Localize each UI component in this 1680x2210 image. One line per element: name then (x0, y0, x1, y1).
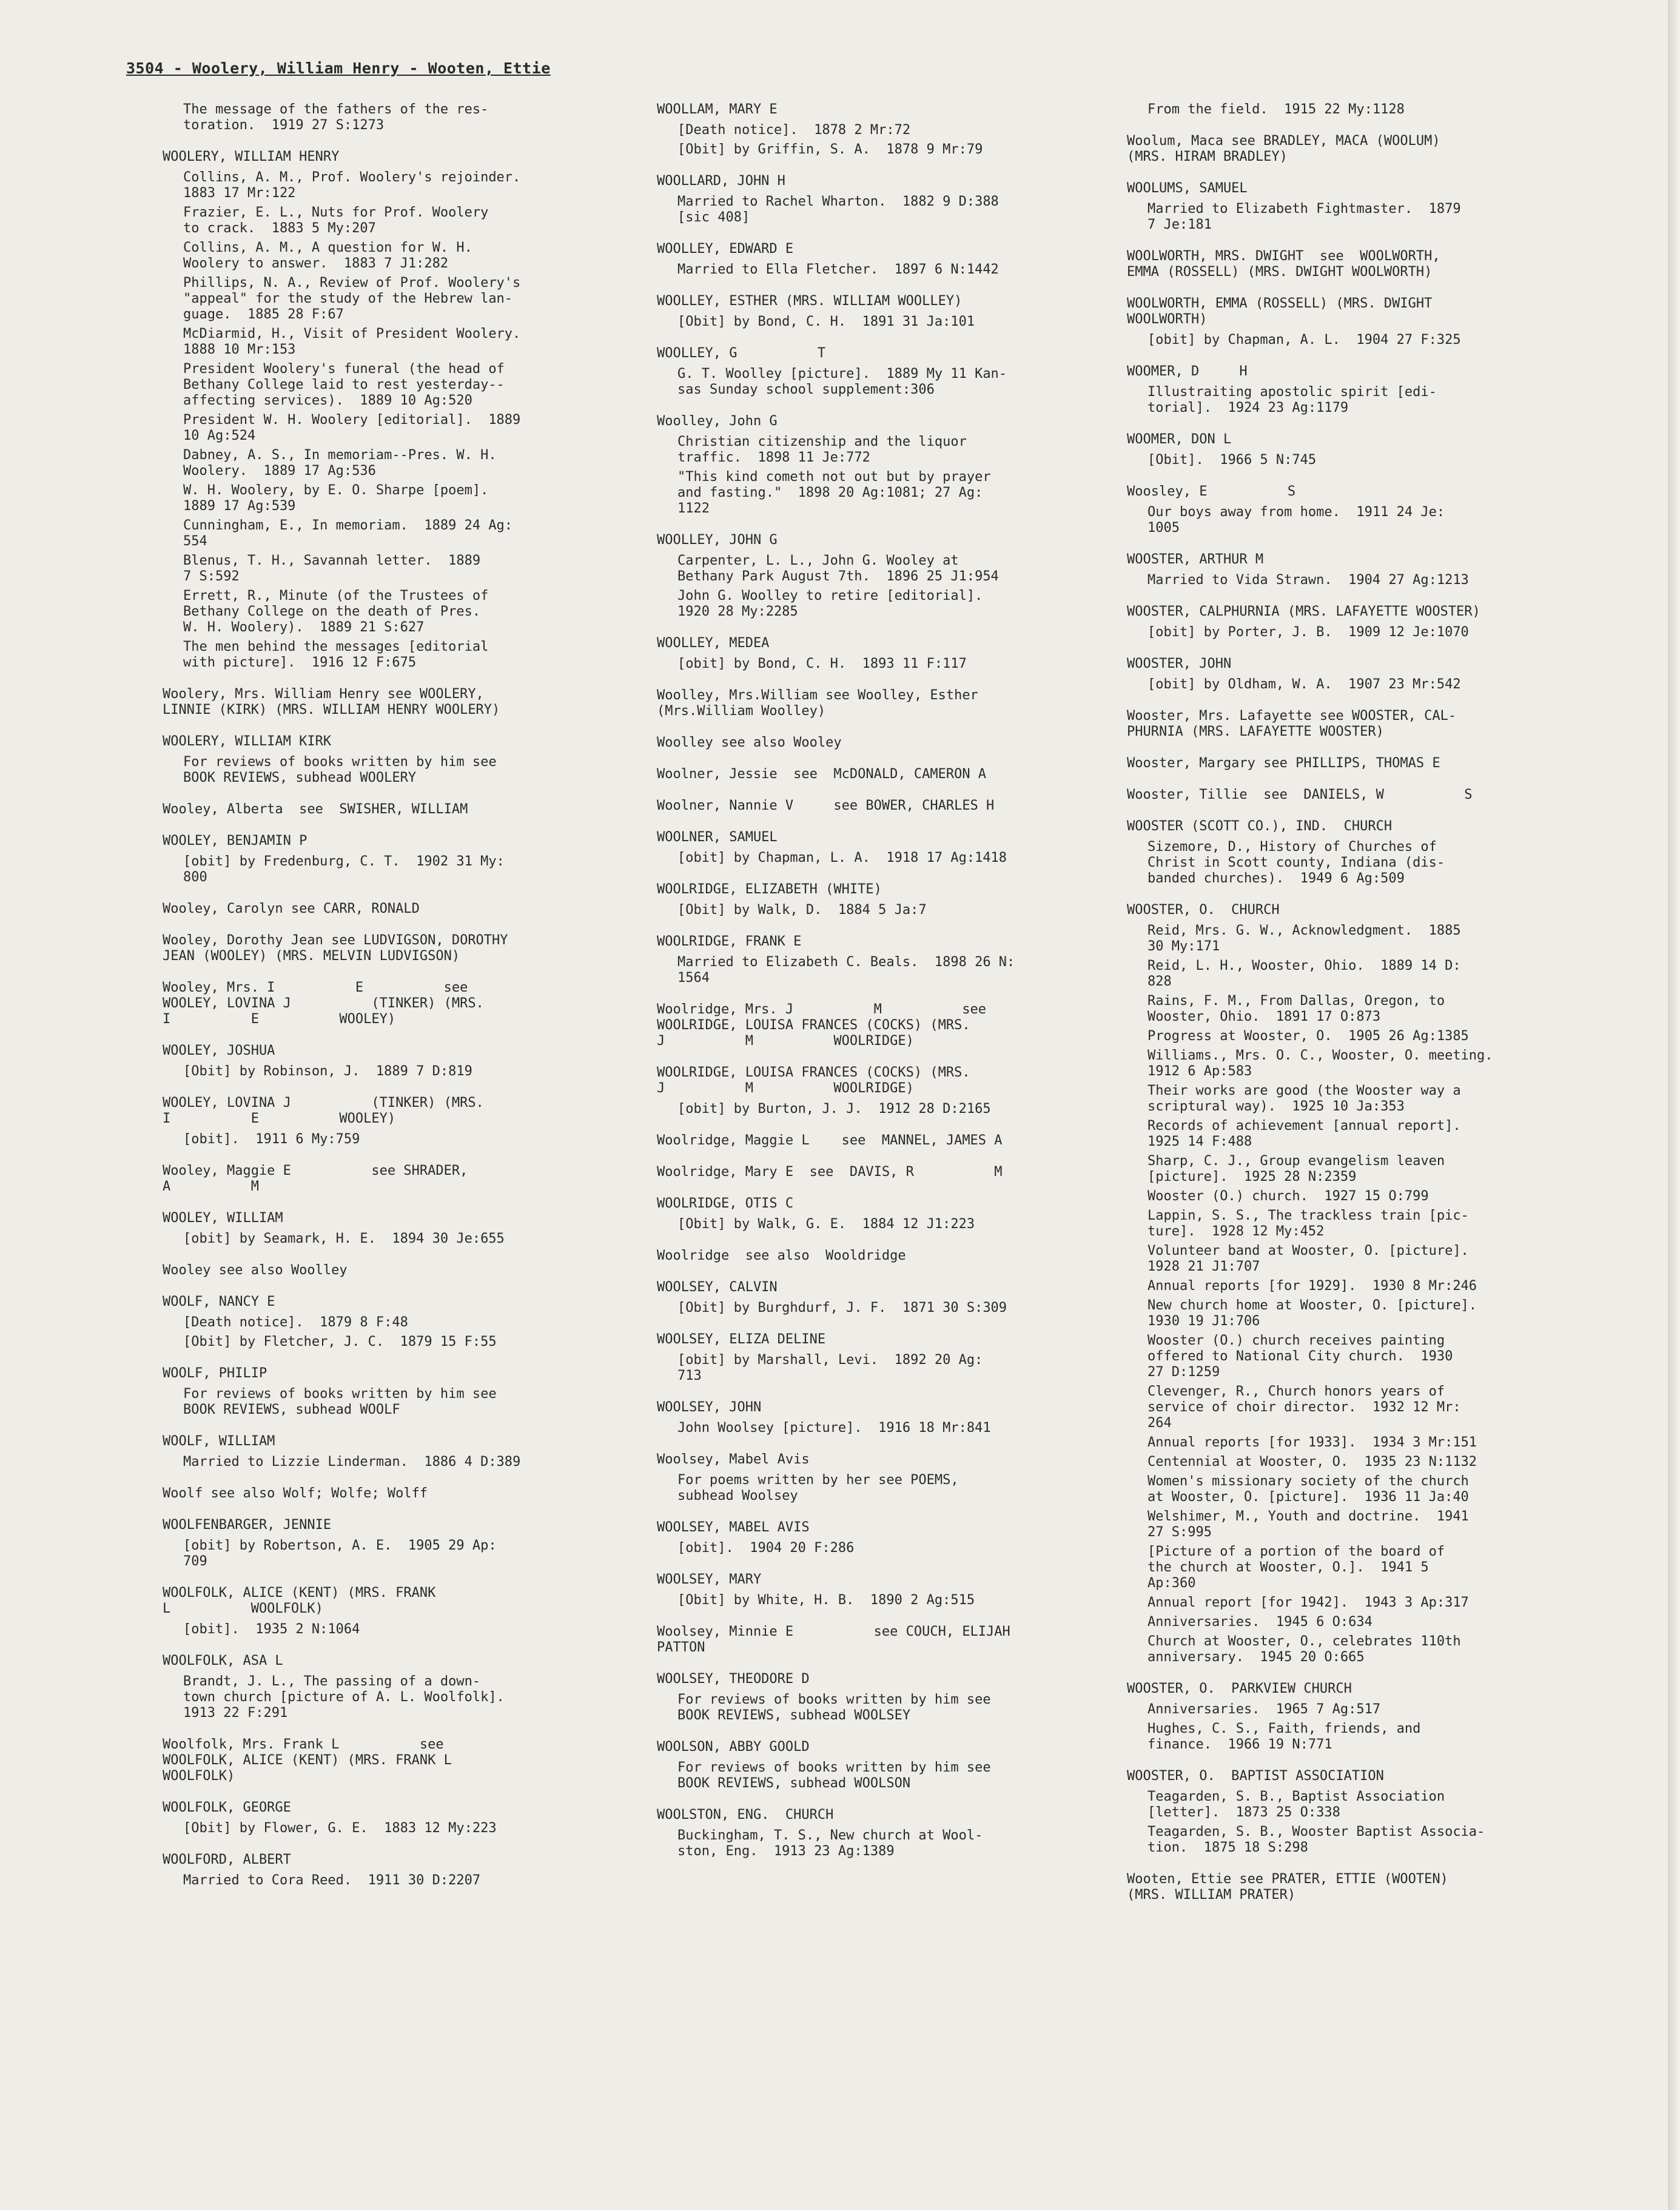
entry-citation: Collins, A. M., Prof. Woolery's rejoinder. 1883 17 Mr:122 (183, 170, 521, 201)
index-entry (657, 1572, 1118, 1608)
entry-heading: WOOLRIDGE, LOUISA FRANCES (COCKS) (MRS. J M WOOLRIDGE) (657, 1065, 970, 1096)
entry-citation: Collins, A. M., A question for W. H. Woolery to answer. 1883 7 J1:282 (183, 240, 472, 271)
entry-heading: WOOLFOLK, GEORGE (163, 1800, 291, 1815)
entry-heading: Woosley, E S (1127, 484, 1296, 499)
entry-citation: Annual report [for 1942]. 1943 3 Ap:317 (1147, 1595, 1469, 1610)
index-entry (163, 833, 623, 885)
index-column-2 (657, 102, 1118, 1875)
index-entry (657, 1520, 1118, 1556)
entry-heading: WOOLWORTH, MRS. DWIGHT see WOOLWORTH, EMMA (ROSSELL) (MRS. DWIGHT WOOLWORTH) (1127, 249, 1440, 280)
index-entry (657, 1807, 1118, 1859)
entry-heading: Woolley see also Wooley (657, 735, 842, 750)
entry-citation: Wooster (O.) church. 1927 15 O:799 (1147, 1189, 1429, 1204)
entry-citation: [Obit] by Walk, G. E. 1884 12 J1:223 (677, 1217, 975, 1232)
entry-heading: Wooley, Mrs. I E see WOOLEY, LOVINA J (TINKER) (MRS. I E WOOLEY) (163, 980, 484, 1027)
entry-heading: WOOSTER, ARTHUR M (1127, 552, 1264, 567)
entry-citation: John Woolsey [picture]. 1916 18 Mr:841 (677, 1420, 991, 1436)
entry-heading: WOOSTER, O. PARKVIEW CHURCH (1127, 1681, 1352, 1696)
index-entry (163, 1434, 623, 1470)
index-entry (1127, 1872, 1588, 1903)
page-edge (1668, 0, 1680, 2210)
index-entry (657, 532, 1118, 620)
entry-citation: For reviews of books written by him see BOOK REVIEWS, subhead WOOLSEY (677, 1692, 991, 1723)
index-entry (163, 1043, 623, 1080)
index-entry (1127, 484, 1588, 536)
index-entry (163, 1800, 623, 1836)
index-entry (163, 1653, 623, 1721)
entry-heading: WOOLEY, WILLIAM (163, 1211, 283, 1226)
entry-heading: Woolridge see also Wooldridge (657, 1248, 906, 1263)
entry-heading: WOOLSON, ABBY GOOLD (657, 1739, 810, 1755)
entry-citation: [obit] by Fredenburg, C. T. 1902 31 My: 800 (183, 854, 505, 885)
index-entry (163, 1517, 623, 1570)
entry-citation: [obit]. 1911 6 My:759 (183, 1132, 360, 1147)
entry-citation: Welshimer, M., Youth and doctrine. 1941 27 S:995 (1147, 1509, 1469, 1540)
entry-citation: President Woolery's funeral (the head of Bethany College laid to rest yesterday-- affecting services). 1889 10 Ag:520 (183, 361, 505, 408)
index-entry (657, 1065, 1118, 1117)
index-entry (163, 1163, 623, 1195)
index-entry (657, 1624, 1118, 1656)
entry-citation: [obit] by Chapman, L. A. 1918 17 Ag:1418 (677, 850, 1007, 865)
entry-citation: Married to Lizzie Linderman. 1886 4 D:389 (183, 1454, 521, 1469)
index-entry (163, 1486, 623, 1502)
index-entry (1127, 1768, 1588, 1856)
entry-citation: [Obit] by Griffin, S. A. 1878 9 Mr:79 (677, 142, 983, 157)
entry-citation: Carpenter, L. L., John G. Wooley at Bethany Park August 7th. 1896 25 J1:954 (677, 553, 999, 584)
entry-citation: Errett, R., Minute (of the Trustees of Bethany College on the death of Pres. W. H. Woolery). 1889 21 S:627 (183, 588, 489, 635)
entry-heading: WOOSTER (SCOTT CO.), IND. CHURCH (1127, 819, 1393, 834)
index-entry (1127, 432, 1588, 468)
entry-heading: WOOMER, D H (1127, 364, 1248, 379)
index-entry (163, 901, 623, 917)
entry-heading: WOOLEY, BENJAMIN P (163, 833, 307, 848)
index-entry (657, 1164, 1118, 1180)
entry-citation: Married to Rachel Wharton. 1882 9 D:388 [sic 408] (677, 194, 999, 225)
entry-citation: [Obit] by Bond, C. H. 1891 31 Ja:101 (677, 314, 975, 329)
entry-citation: Their works are good (the Wooster way a scriptural way). 1925 10 Ja:353 (1147, 1083, 1461, 1114)
entry-citation: Blenus, T. H., Savannah letter. 1889 7 S:592 (183, 553, 481, 584)
entry-heading: Woolfolk, Mrs. Frank L see WOOLFOLK, ALICE (KENT) (MRS. FRANK L WOOLFOLK) (163, 1737, 452, 1784)
entry-heading: Woolner, Nannie V see BOWER, CHARLES H (657, 798, 995, 813)
index-entry (163, 1585, 623, 1637)
entry-citation: Volunteer band at Wooster, O. [picture]. 1928 21 J1:707 (1147, 1243, 1469, 1274)
index-entry (1127, 708, 1588, 740)
entry-citation: [Obit]. 1966 5 N:745 (1147, 452, 1317, 468)
entry-heading: WOOLERY, WILLIAM KIRK (163, 734, 332, 749)
entry-heading: Wooster, Margary see PHILLIPS, THOMAS E (1127, 756, 1440, 771)
entry-citation: Lappin, S. S., The trackless train [pic- ture]. 1928 12 My:452 (1147, 1208, 1469, 1239)
index-entry (163, 933, 623, 964)
entry-citation: [obit] by Chapman, A. L. 1904 27 F:325 (1147, 332, 1461, 348)
index-entry (1127, 656, 1588, 693)
entry-heading: WOOLLAM, MARY E (657, 102, 778, 117)
index-entry (163, 802, 623, 818)
index-entry (657, 102, 1118, 158)
index-entry (657, 735, 1118, 751)
index-column-3 (1127, 102, 1588, 1919)
entry-citation: [obit] by Porter, J. B. 1909 12 Je:1070 (1147, 625, 1469, 640)
index-entry (657, 173, 1118, 226)
entry-heading: WOOLNER, SAMUEL (657, 830, 778, 845)
entry-citation: [obit] by Burton, J. J. 1912 28 D:2165 (677, 1101, 991, 1117)
entry-heading: WOOLSEY, THEODORE D (657, 1671, 810, 1687)
index-entry (657, 798, 1118, 814)
entry-citation: Williams., Mrs. O. C., Wooster, O. meeting. 1912 6 Ap:583 (1147, 1048, 1493, 1079)
entry-heading: WOOLSTON, ENG. CHURCH (657, 1807, 834, 1822)
entry-citation: [obit]. 1904 20 F:286 (677, 1540, 855, 1556)
entry-heading: Woolridge, Mary E see DAVIS, R M (657, 1164, 1003, 1180)
entry-citation: New church home at Wooster, O. [picture]. 1930 19 J1:706 (1147, 1298, 1477, 1329)
entry-citation: [obit] by Seamark, H. E. 1894 30 Je:655 (183, 1231, 505, 1246)
entry-citation: Brandt, J. L., The passing of a down- town church [picture of A. L. Woolfolk]. 1913 22 F:291 (183, 1674, 505, 1721)
entry-citation: [Picture of a portion of the board of the church at Wooster, O.]. 1941 5 Ap:360 (1147, 1544, 1445, 1591)
index-entry (1127, 756, 1588, 771)
index-entry (1127, 296, 1588, 348)
index-entry (1127, 364, 1588, 416)
entry-citation: [Obit] by Robinson, J. 1889 7 D:819 (183, 1064, 472, 1079)
entry-citation: The men behind the messages [editorial with picture]. 1916 12 F:675 (183, 639, 489, 670)
index-entry (1127, 787, 1588, 803)
entry-heading: Woolley, Mrs.William see Woolley, Esther (Mrs.William Woolley) (657, 688, 978, 719)
index-entry (657, 1400, 1118, 1436)
index-entry (657, 934, 1118, 986)
entry-heading: WOOLWORTH, EMMA (ROSSELL) (MRS. DWIGHT WOOLWORTH) (1127, 296, 1433, 327)
entry-heading: WOOLF, NANCY E (163, 1294, 275, 1309)
index-entry (1127, 902, 1588, 1665)
entry-citation: Annual reports [for 1933]. 1934 3 Mr:151 (1147, 1435, 1477, 1450)
entry-heading: WOOLLARD, JOHN H (657, 173, 785, 189)
entry-citation: [obit] by Robertson, A. E. 1905 29 Ap: 709 (183, 1538, 497, 1569)
entry-citation: For reviews of books written by him see BOOK REVIEWS, subhead WOOLERY (183, 754, 497, 785)
entry-citation: Church at Wooster, O., celebrates 110th anniversary. 1945 20 O:665 (1147, 1634, 1461, 1665)
index-entry (657, 241, 1118, 278)
entry-citation: [obit]. 1935 2 N:1064 (183, 1622, 360, 1637)
entry-citation: John G. Woolley to retire [editorial]. 1920 28 My:2285 (677, 588, 983, 619)
entry-citation: Married to Elizabeth C. Beals. 1898 26 N: 1564 (677, 955, 1015, 986)
entry-heading: Woolley, John G (657, 414, 778, 429)
entry-heading: WOOSTER, O. CHURCH (1127, 902, 1280, 918)
entry-citation: Clevenger, R., Church honors years of service of choir director. 1932 12 Mr: 264 (1147, 1384, 1461, 1431)
index-entry (1127, 249, 1588, 280)
entry-heading: WOOLLEY, G T (657, 346, 826, 361)
entry-citation: [Obit] by White, H. B. 1890 2 Ag:515 (677, 1593, 975, 1608)
index-entry (657, 1196, 1118, 1232)
entry-citation: [Death notice]. 1879 8 F:48 (183, 1315, 408, 1330)
entry-citation: Illustraiting apostolic spirit [edi- torial]. 1924 23 Ag:1179 (1147, 385, 1437, 415)
entry-heading: WOOLFORD, ALBERT (163, 1852, 291, 1867)
entry-citation: Hughes, C. S., Faith, friends, and finance. 1966 19 N:771 (1147, 1721, 1421, 1752)
index-column-1 (163, 102, 623, 1904)
index-entry (657, 882, 1118, 918)
entry-citation: The message of the fathers of the res- toration. 1919 27 S:1273 (183, 102, 489, 133)
entry-heading: WOOLUMS, SAMUEL (1127, 181, 1248, 196)
entry-heading: Wooley, Dorothy Jean see LUDVIGSON, DOROTHY JEAN (WOOLEY) (MRS. MELVIN LUDVIGSON) (163, 933, 508, 964)
index-entry (163, 102, 623, 133)
entry-heading: WOOLEY, JOSHUA (163, 1043, 275, 1058)
index-entry (657, 1002, 1118, 1049)
index-entry (163, 1852, 623, 1889)
entry-heading: Wooley, Maggie E see SHRADER, A M (163, 1163, 468, 1194)
entry-heading: Woolum, Maca see BRADLEY, MACA (WOOLUM) (MRS. HIRAM BRADLEY) (1127, 133, 1440, 164)
entry-heading: WOOLLEY, MEDEA (657, 636, 770, 651)
entry-citation: [obit] by Marshall, Levi. 1892 20 Ag: 713 (677, 1352, 983, 1383)
entry-heading: Wooster, Mrs. Lafayette see WOOSTER, CAL- PHURNIA (MRS. LAFAYETTE WOOSTER) (1127, 708, 1457, 739)
entry-citation: Frazier, E. L., Nuts for Prof. Woolery to crack. 1883 5 My:207 (183, 205, 489, 236)
index-entry (657, 1280, 1118, 1316)
entry-citation: Centennial at Wooster, O. 1935 23 N:1132 (1147, 1454, 1477, 1469)
entry-citation: Reid, Mrs. G. W., Acknowledgment. 1885 30 My:171 (1147, 923, 1461, 954)
entry-heading: WOOLRIDGE, ELIZABETH (WHITE) (657, 882, 882, 897)
index-entry (163, 1294, 623, 1350)
entry-heading: WOOLSEY, JOHN (657, 1400, 762, 1415)
entry-citation: Married to Elizabeth Fightmaster. 1879 7 Je:181 (1147, 201, 1461, 232)
index-entry (657, 346, 1118, 398)
entry-heading: Woolsey, Mabel Avis (657, 1452, 810, 1467)
entry-citation: Our boys away from home. 1911 24 Je: 1005 (1147, 505, 1445, 536)
index-entry (163, 734, 623, 786)
index-entry (1127, 604, 1588, 640)
entry-heading: WOOSTER, JOHN (1127, 656, 1232, 671)
index-entry (657, 830, 1118, 866)
entry-citation: Reid, L. H., Wooster, Ohio. 1889 14 D: 828 (1147, 958, 1461, 989)
index-entry (163, 1737, 623, 1784)
entry-citation: Records of achievement [annual report]. 1925 14 F:488 (1147, 1118, 1461, 1149)
entry-citation: Annual reports [for 1929]. 1930 8 Mr:246 (1147, 1278, 1477, 1294)
index-entry (1127, 102, 1588, 118)
entry-citation: Teagarden, S. B., Wooster Baptist Associa- tion. 1875 18 S:298 (1147, 1824, 1485, 1855)
index-entry (657, 1332, 1118, 1384)
entry-citation: [obit] by Oldham, W. A. 1907 23 Mr:542 (1147, 677, 1461, 692)
index-entry (657, 767, 1118, 782)
entry-heading: WOOLSEY, MARY (657, 1572, 762, 1587)
entry-citation: Anniversaries. 1965 7 Ag:517 (1147, 1702, 1381, 1717)
entry-citation: "This kind cometh not out but by prayer and fasting." 1898 20 Ag:1081; 27 Ag: 1122 (677, 469, 991, 516)
entry-heading: WOOLEY, LOVINA J (TINKER) (MRS. I E WOOLEY) (163, 1095, 484, 1126)
entry-citation: Teagarden, S. B., Baptist Association [letter]. 1873 25 O:338 (1147, 1789, 1445, 1820)
index-entry (163, 687, 623, 718)
entry-heading: WOOLRIDGE, FRANK E (657, 934, 802, 949)
entry-citation: President W. H. Woolery [editorial]. 1889 10 Ag:524 (183, 412, 521, 443)
entry-citation: Sharp, C. J., Group evangelism leaven [picture]. 1925 28 N:2359 (1147, 1154, 1445, 1184)
entry-heading: Wooten, Ettie see PRATER, ETTIE (WOOTEN) (MRS. WILLIAM PRATER) (1127, 1872, 1448, 1903)
entry-citation: For reviews of books written by him see BOOK REVIEWS, subhead WOOLF (183, 1386, 497, 1417)
entry-heading: WOOLF, WILLIAM (163, 1434, 275, 1449)
entry-citation: [Obit] by Flower, G. E. 1883 12 My:223 (183, 1821, 497, 1836)
entry-heading: WOOLLEY, ESTHER (MRS. WILLIAM WOOLLEY) (657, 294, 963, 309)
entry-citation: [Obit] by Walk, D. 1884 5 Ja:7 (677, 902, 927, 918)
entry-citation: [Obit] by Burghdurf, J. F. 1871 30 S:309 (677, 1300, 1007, 1315)
entry-heading: WOOLFOLK, ALICE (KENT) (MRS. FRANK L WOOLFOLK) (163, 1585, 436, 1616)
index-entry (657, 1248, 1118, 1264)
index-entry (1127, 181, 1588, 233)
entry-heading: Wooley see also Woolley (163, 1263, 348, 1278)
entry-citation: Married to Vida Strawn. 1904 27 Ag:1213 (1147, 573, 1469, 588)
index-entry (163, 1263, 623, 1278)
entry-citation: Wooster (O.) church receives painting offered to National City church. 1930 27 D:1259 (1147, 1333, 1453, 1380)
entry-citation: From the field. 1915 22 My:1128 (1147, 102, 1405, 117)
entry-citation: [Death notice]. 1878 2 Mr:72 (677, 123, 911, 138)
entry-citation: Christian citizenship and the liquor traffic. 1898 11 Je:772 (677, 434, 967, 465)
entry-citation: Married to Ella Fletcher. 1897 6 N:1442 (677, 262, 999, 277)
entry-heading: WOOLFOLK, ASA L (163, 1653, 283, 1668)
index-entry (163, 1095, 623, 1147)
entry-citation: For reviews of books written by him see BOOK REVIEWS, subhead WOOLSON (677, 1760, 991, 1791)
entry-heading: Woolner, Jessie see McDONALD, CAMERON A (657, 767, 987, 782)
entry-heading: WOOLFENBARGER, JENNIE (163, 1517, 332, 1533)
index-entry (657, 1452, 1118, 1504)
entry-heading: WOOSTER, O. BAPTIST ASSOCIATION (1127, 1768, 1384, 1784)
entry-heading: Woolery, Mrs. William Henry see WOOLERY, LINNIE (KIRK) (MRS. WILLIAM HENRY WOOLERY) (163, 687, 500, 717)
entry-heading: WOOLSEY, MABEL AVIS (657, 1520, 810, 1535)
entry-citation: For poems written by her see POEMS, subhead Woolsey (677, 1473, 959, 1503)
entry-heading: Woolridge, Mrs. J M see WOOLRIDGE, LOUISA FRANCES (COCKS) (MRS. J M WOOLRIDGE) (657, 1002, 987, 1049)
index-entry (657, 636, 1118, 672)
index-entry (657, 688, 1118, 719)
entry-heading: WOOLF, PHILIP (163, 1366, 267, 1381)
entry-heading: WOOLLEY, JOHN G (657, 532, 778, 548)
entry-citation: Anniversaries. 1945 6 O:634 (1147, 1614, 1373, 1630)
entry-heading: Wooley, Alberta see SWISHER, WILLIAM (163, 802, 468, 817)
entry-citation: Rains, F. M., From Dallas, Oregon, to Wooster, Ohio. 1891 17 O:873 (1147, 993, 1445, 1024)
entry-citation: [obit] by Bond, C. H. 1893 11 F:117 (677, 656, 967, 671)
entry-heading: Woolf see also Wolf; Wolfe; Wolff (163, 1486, 428, 1501)
entry-heading: Woolridge, Maggie L see MANNEL, JAMES A (657, 1133, 1003, 1148)
index-entry (657, 1739, 1118, 1792)
entry-citation: Married to Cora Reed. 1911 30 D:2207 (183, 1873, 481, 1888)
entry-heading: WOOLSEY, ELIZA DELINE (657, 1332, 826, 1347)
entry-citation: Sizemore, D., History of Churches of Christ in Scott county, Indiana (dis- banded churches). 1949 6 Ag:509 (1147, 839, 1445, 886)
entry-heading: WOOMER, DON L (1127, 432, 1232, 447)
index-entry (163, 980, 623, 1027)
entry-citation: Phillips, N. A., Review of Prof. Woolery's "appeal" for the study of the Hebrew lan- guage. 1885 28 F:67 (183, 275, 521, 322)
entry-citation: Buckingham, T. S., New church at Wool- ston, Eng. 1913 23 Ag:1389 (677, 1828, 983, 1859)
entry-citation: Cunningham, E., In memoriam. 1889 24 Ag: 554 (183, 518, 513, 549)
entry-heading: WOOSTER, CALPHURNIA (MRS. LAFAYETTE WOOSTER) (1127, 604, 1480, 619)
entry-heading: WOOLRIDGE, OTIS C (657, 1196, 794, 1211)
index-entry (163, 1366, 623, 1418)
entry-citation: W. H. Woolery, by E. O. Sharpe [poem]. 1889 17 Ag:539 (183, 483, 489, 514)
index-entry (1127, 1681, 1588, 1753)
entry-heading: WOOLERY, WILLIAM HENRY (163, 149, 340, 164)
index-entry (1127, 552, 1588, 588)
entry-citation: Progress at Wooster, O. 1905 26 Ag:1385 (1147, 1029, 1469, 1044)
index-entry (1127, 819, 1588, 887)
index-entry (657, 1133, 1118, 1149)
entry-heading: Wooley, Carolyn see CARR, RONALD (163, 901, 420, 916)
index-entry (657, 414, 1118, 517)
entry-heading: Woolsey, Minnie E see COUCH, ELIJAH PATTON (657, 1624, 1010, 1655)
entry-heading: Wooster, Tillie see DANIELS, W S (1127, 787, 1473, 802)
entry-citation: McDiarmid, H., Visit of President Woolery. 1888 10 Mr:153 (183, 326, 521, 357)
index-entry (163, 149, 623, 671)
entry-heading: WOOLSEY, CALVIN (657, 1280, 778, 1295)
index-entry (163, 1211, 623, 1247)
index-entry (657, 294, 1118, 330)
entry-heading: WOOLLEY, EDWARD E (657, 241, 794, 257)
index-entry (657, 1671, 1118, 1724)
running-head: 3504 - Woolery, William Henry - Wooten, Ettie (126, 59, 551, 77)
entry-citation: G. T. Woolley [picture]. 1889 My 11 Kan- sas Sunday school supplement:306 (677, 366, 1007, 397)
index-entry (1127, 133, 1588, 165)
entry-citation: Women's missionary society of the church at Wooster, O. [picture]. 1936 11 Ja:40 (1147, 1474, 1469, 1505)
entry-citation: [Obit] by Fletcher, J. C. 1879 15 F:55 (183, 1334, 497, 1349)
entry-citation: Dabney, A. S., In memoriam--Pres. W. H. Woolery. 1889 17 Ag:536 (183, 448, 497, 479)
